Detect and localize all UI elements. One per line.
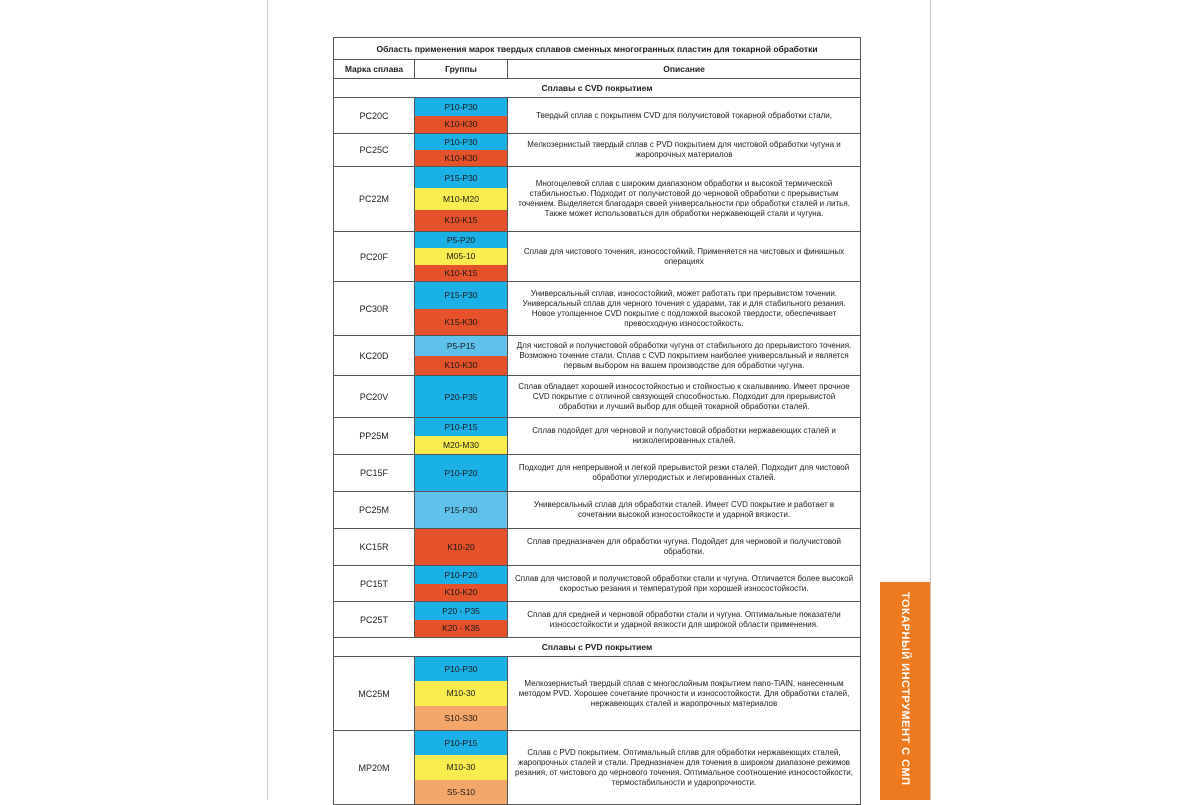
page-edge-left [267,0,268,800]
group-badge: M20-M30 [415,436,507,454]
group-badge: K15-K30 [415,309,507,336]
group-badge: P15-P30 [415,282,507,309]
group-badge: M10-30 [415,755,507,779]
grade-cell: KC20D [334,336,415,376]
description-cell: Твердый сплав с покрытием CVD для получистовой токарной обработки стали, [508,98,861,134]
group-badge: P5-P15 [415,336,507,356]
grade-cell: PC20C [334,98,415,134]
grade-cell: PC25C [334,134,415,167]
header-description: Описание [508,60,861,79]
alloy-table [333,37,861,805]
group-badge: P20 - P35 [415,602,507,620]
group-badge: P20-P35 [415,376,507,417]
groups-cell [415,492,508,529]
grade-cell: PC22M [334,167,415,232]
grade-cell: PC15F [334,455,415,492]
group-badge: P15-P30 [415,492,507,528]
description-cell: Сплав для средней и черновой обработки стали и чугуна. Оптимальные показатели износостойкости и ударной вязкости для широкой области применения. [508,602,861,638]
description-cell: Мелкозернистый твердый сплав с многослойным покрытием nano-TiAlN, нанесенным методом PVD. Хорошее сочетание прочности и износостойкости. Для обработки сталей, нержавеющих сталей и жаропрочных материалов [508,657,861,731]
grade-cell: PC15T [334,566,415,602]
group-badge: P5-P20 [415,232,507,248]
table-row [334,282,861,336]
section-title: Сплавы с PVD покрытием [334,638,861,657]
group-badge: P10-P30 [415,657,507,681]
description-cell: Универсальный сплав для обработки сталей. Имеет CVD покрытие и работает в сочетании высокой износостойкости и ударной вязкости. [508,492,861,529]
group-badge: P10-P30 [415,98,507,116]
grade-cell: PC20F [334,232,415,282]
table-row [334,134,861,167]
table-row [334,376,861,418]
description-cell: Универсальный сплав, износостойкий, может работать при прерывистом точении. Универсальный сплав для черного точения с ударами, так и для стабильного резания. Новое утолщенное CVD покрытие с подложкой высокой твердости, обеспечивает превосходную износостойкость. [508,282,861,336]
description-cell: Многоцелевой сплав с широким диапазоном обработки и высокой термической стабильностью. Подходит от получистовой до черновой обработки с прерывистым точением. Выделяется благодаря своей универсальности при обработки сталей и литья. Также может использоваться для обработки нержавеющей стали и чугуна. [508,167,861,232]
table-row [334,566,861,602]
group-badge: K10-K30 [415,150,507,166]
header-grade: Марка сплава [334,60,415,79]
description-cell: Сплав для чистовой и получистовой обработки стали и чугуна. Отличается более высокой скоростью резания и температурой при хорошей износостойкости. [508,566,861,602]
group-badge: K10-K30 [415,356,507,376]
groups-cell [415,134,508,167]
groups-cell [415,529,508,566]
groups-cell [415,602,508,638]
description-cell: Сплав предназначен для обработки чугуна. Подойдет для черновой и получистовой обработки. [508,529,861,566]
table-row [334,731,861,805]
side-tab [880,582,930,800]
group-badge: P10-P20 [415,455,507,491]
groups-cell [415,336,508,376]
description-cell: Сплав обладает хорошей износостойкостью и стойкостью к скалыванию. Имеет прочное CVD покрытие с отличной связующей способностью. Подходит для прерывистой обработки и лучший выбор для общей токарной обработки сталей. [508,376,861,418]
group-badge: P10-P30 [415,134,507,150]
group-badge: P15-P30 [415,167,507,188]
group-badge: S5-S10 [415,780,507,804]
groups-cell [415,98,508,134]
groups-cell [415,232,508,282]
groups-cell [415,282,508,336]
groups-cell [415,418,508,455]
grade-cell: PC20V [334,376,415,418]
grade-cell: MC25M [334,657,415,731]
groups-cell [415,657,508,731]
header-groups: Группы [415,60,508,79]
table-row [334,492,861,529]
table-row [334,418,861,455]
group-badge: P10-P15 [415,731,507,755]
group-badge: K10-K15 [415,210,507,231]
group-badge: K10-K30 [415,116,507,134]
groups-cell [415,566,508,602]
description-cell: Мелкозернистый твердый сплав с PVD покрытием для чистовой обработки чугуна и жаропрочных материалов [508,134,861,167]
group-badge: K10-K20 [415,584,507,602]
table-row [334,529,861,566]
grade-cell: PC25T [334,602,415,638]
group-badge: P10-P20 [415,566,507,584]
section-title: Сплавы с CVD покрытием [334,79,861,98]
side-tab-label: ТОКАРНЫЙ ИНСТРУМЕНТ С СМП [899,592,911,786]
group-badge: K10-K15 [415,265,507,281]
description-cell: Сплав с PVD покрытием. Оптимальный сплав для обработки нержавеющих сталей, жаропрочных сталей и стали. Предназначен для точения в широком диапазоне режимов резания, от чистового до чернового точения. Оптимальное соотношение износостойкости, термостабильности и ударопрочности. [508,731,861,805]
table-row [334,455,861,492]
grade-cell: KC15R [334,529,415,566]
group-badge: M05-10 [415,248,507,264]
table-row [334,167,861,232]
group-badge: S10-S30 [415,706,507,730]
group-badge: P10-P15 [415,418,507,436]
groups-cell [415,455,508,492]
grade-cell: PC25M [334,492,415,529]
group-badge: M10-M20 [415,188,507,209]
groups-cell [415,167,508,232]
page-edge-right [930,0,931,800]
grade-cell: PC30R [334,282,415,336]
groups-cell [415,376,508,418]
group-badge: K10-20 [415,529,507,565]
description-cell: Для чистовой и получистовой обработки чугуна от стабильного до прерывистого точения. Возможно точение стали. Сплав с CVD покрытием наиболее универсальный и является первым выбором на вашем производстве для обработки чугуна. [508,336,861,376]
description-cell: Подходит для непрерывной и легкой прерывистой резки сталей. Подходит для чистовой обработки углеродистых и легированных сталей. [508,455,861,492]
groups-cell [415,731,508,805]
table-row [334,602,861,638]
grade-cell: MP20M [334,731,415,805]
table-row [334,336,861,376]
grade-cell: PP25M [334,418,415,455]
description-cell: Сплав подойдет для черновой и получистовой обработки нержавеющих сталей и низколегированных сталей. [508,418,861,455]
table-row [334,232,861,282]
table-title: Область применения марок твердых сплавов сменных многогранных пластин для токарной обработки [334,38,861,60]
description-cell: Сплав для чистового точения, износостойкий. Применяется на чистовых и финишных операциях [508,232,861,282]
table-row [334,657,861,731]
table-row [334,98,861,134]
group-badge: M10-30 [415,681,507,705]
group-badge: K20 - K35 [415,620,507,638]
